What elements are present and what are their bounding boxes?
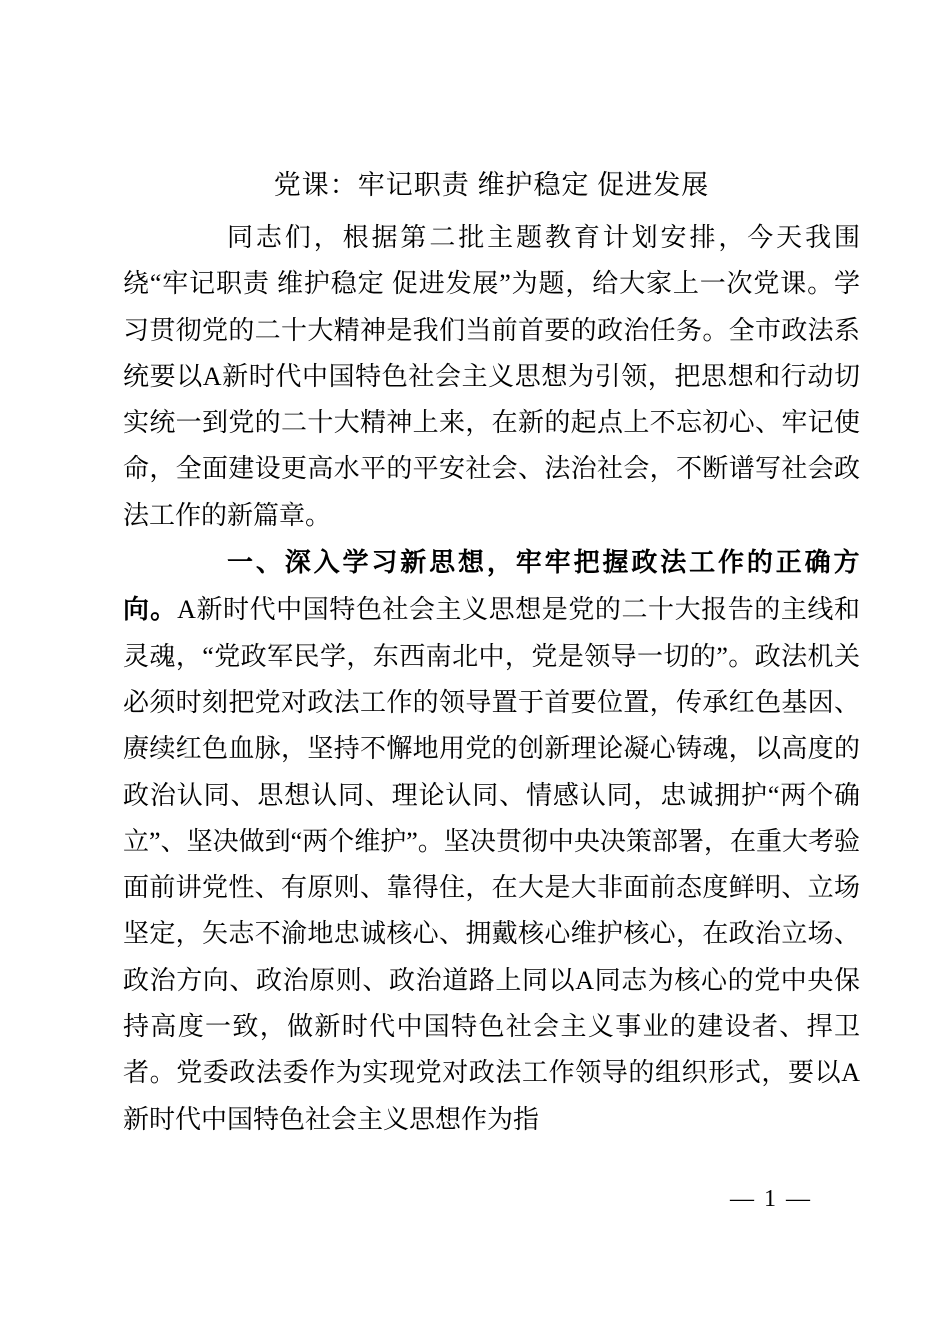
- paragraph-intro: 同志们，根据第二批主题教育计划安排，今天我围绕“牢记职责 维护稳定 促进发展”为题，给大家上一次党课。学习贯彻党的二十大精神是我们当前首要的政治任务。全市政法系统要以A新时代中国特色社会主义思想为引领，把思想和行动切实统一到党的二十大精神上来，在新的起点上不忘初心、牢记使命，全面建设更高水平的平安社会、法治社会，不断谱写社会政法工作的新篇章。: [123, 223, 860, 530]
- section-1-body-text: A新时代中国特色社会主义思想是党的二十大报告的主线和灵魂，“党政军民学，东西南北中，党是领导一切的”。政法机关必须时刻把党对政法工作的领导置于首要位置，传承红色基因、赓续红色血脉，坚持不懈地用党的创新理论凝心铸魂，以高度的政治认同、思想认同、理论认同、情感认同，忠诚拥护“两个确立”、坚决做到“两个维护”。坚决贯彻中央决策部署，在重大考验面前讲党性、有原则、靠得住，在大是大非面前态度鲜明、立场坚定，矢志不渝地忠诚核心、拥戴核心维护核心，在政治立场、政治方向、政治原则、政治道路上同以A同志为核心的党中央保持高度一致，做新时代中国特色社会主义事业的建设者、捍卫者。党委政法委作为实现党对政法工作领导的组织形式，要以A新时代中国特色社会主义思想作为指: [123, 595, 860, 1134]
- document-content: [123, 162, 860, 1143]
- section-1-heading: 一、深入学习新思想，牢牢把握政法工作的正确方向。: [123, 547, 860, 625]
- page-number: — 1 —: [730, 1186, 812, 1212]
- paragraph-section-1: [123, 539, 860, 1143]
- document-title: 党课：牢记职责 维护稳定 促进发展: [273, 170, 710, 200]
